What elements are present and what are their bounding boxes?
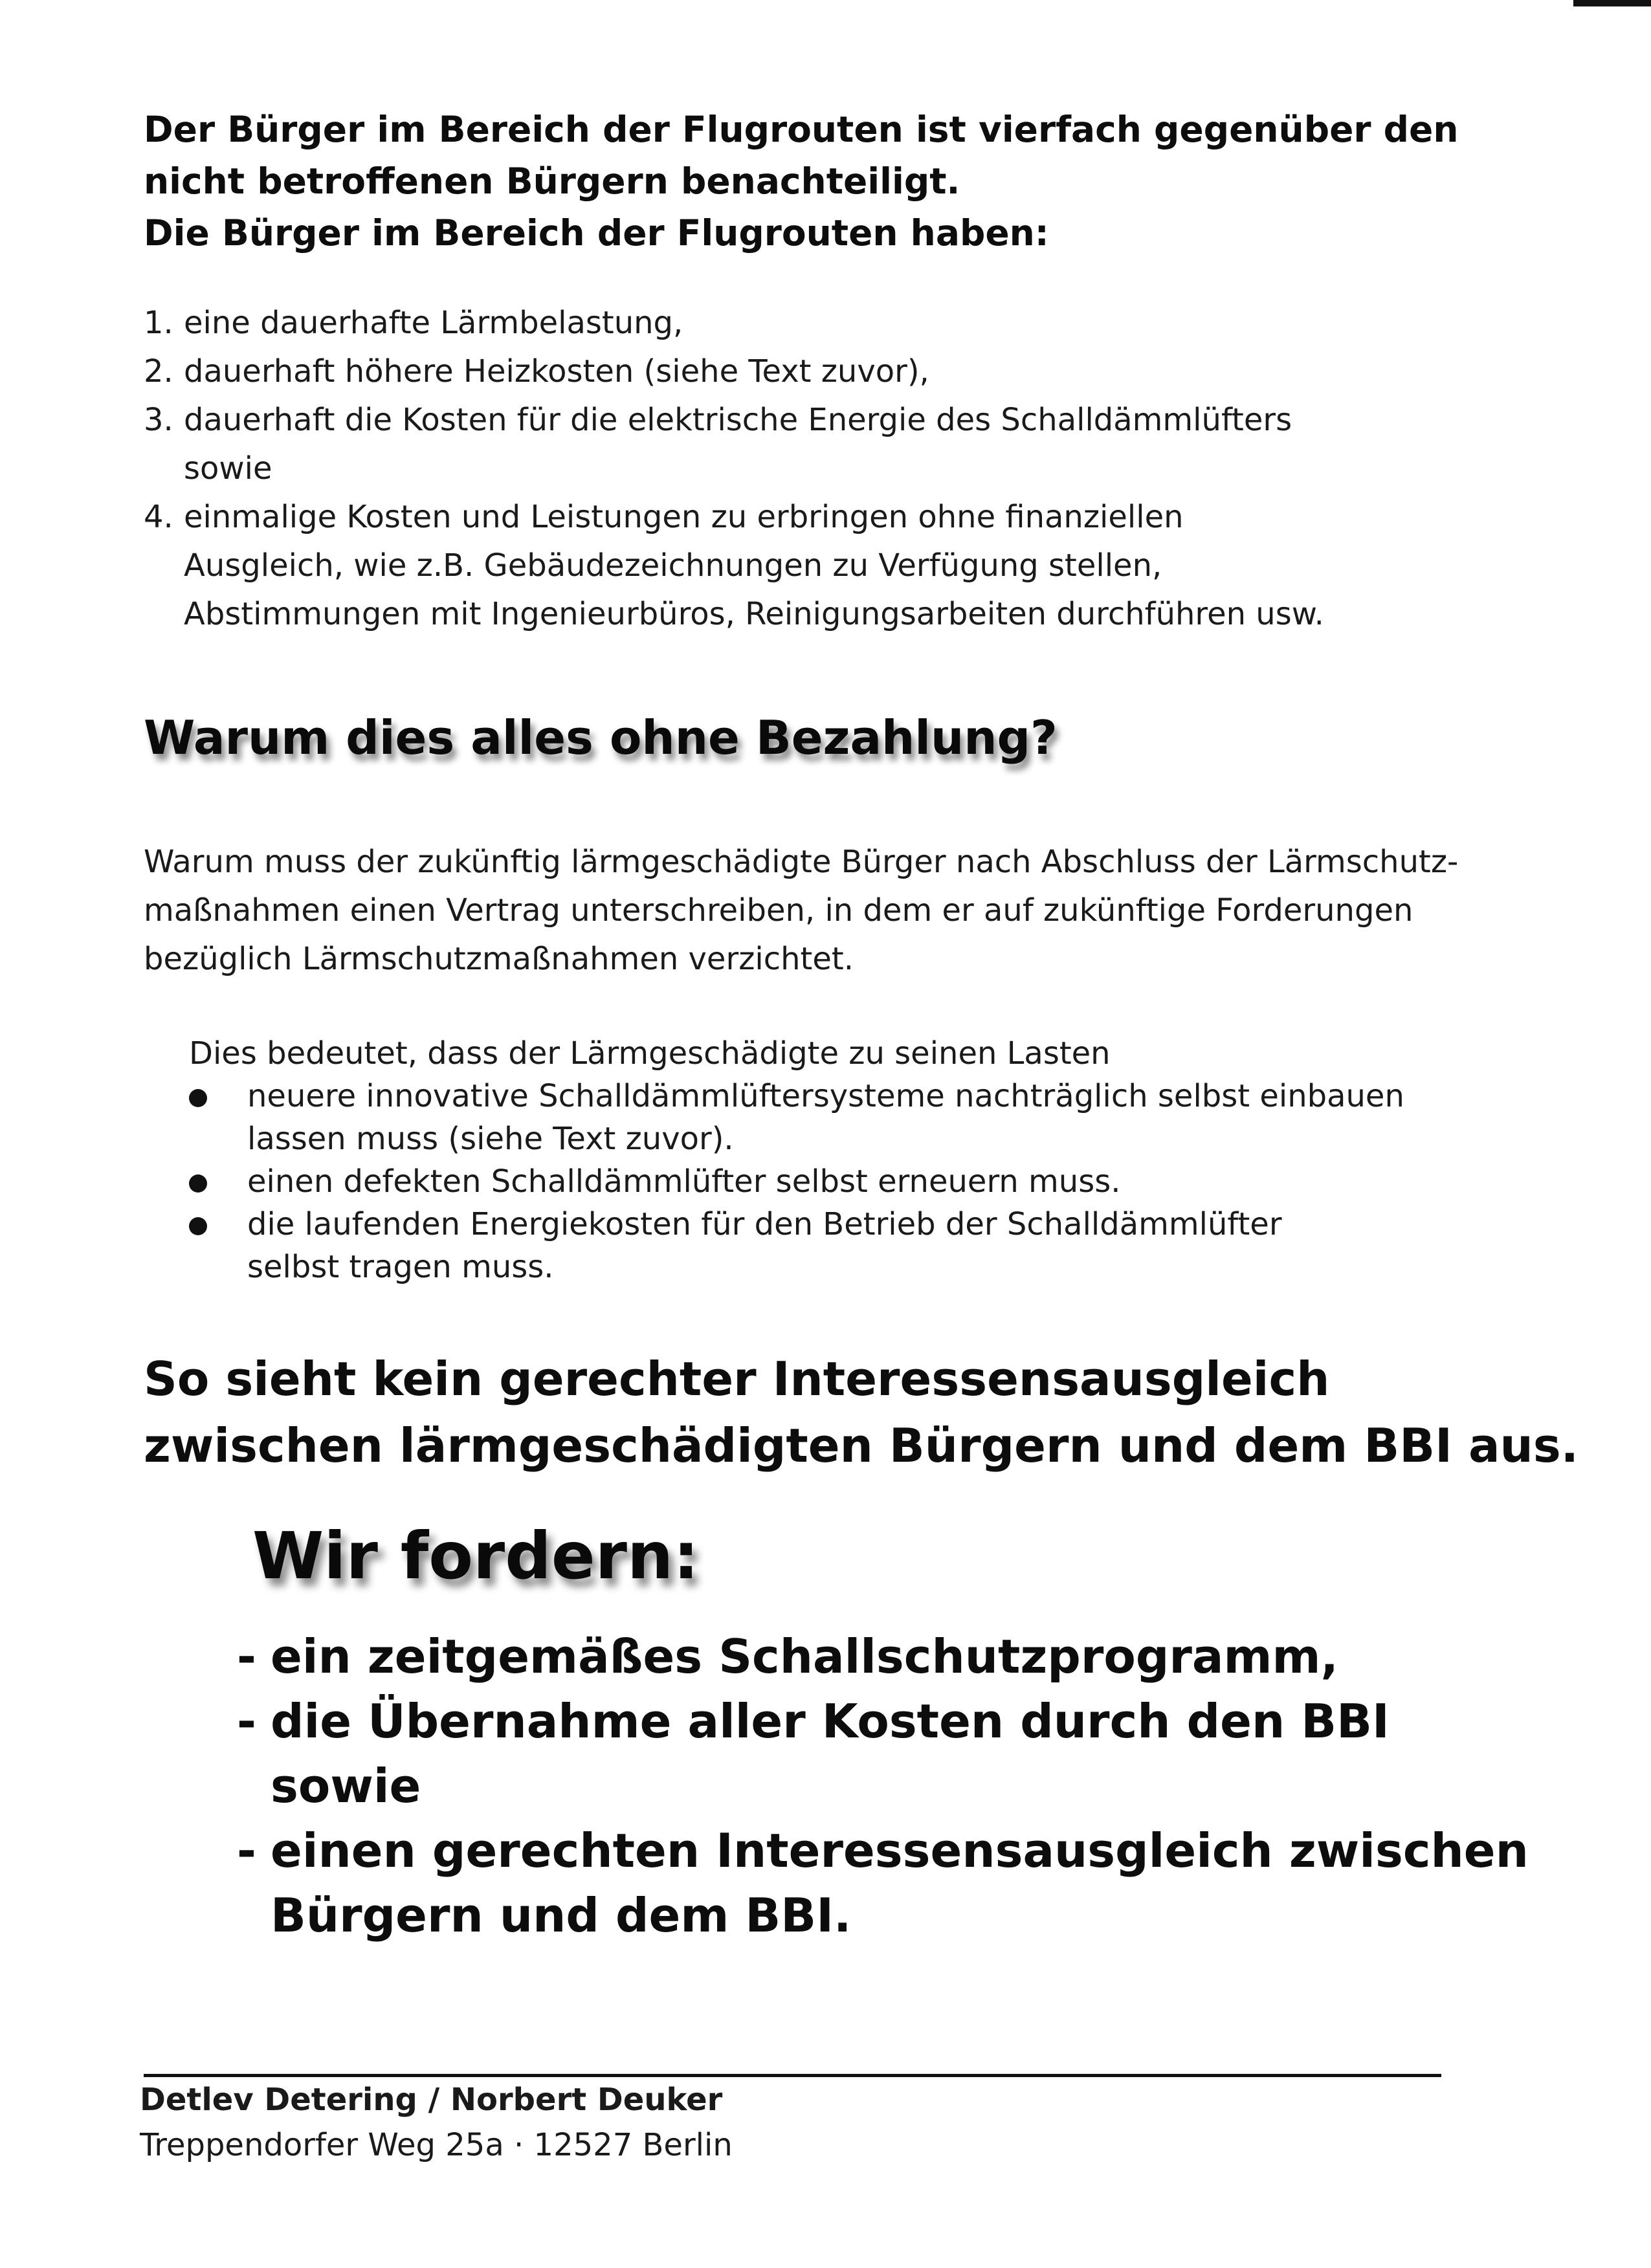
list-item <box>144 299 1535 347</box>
bullet-icon <box>189 1089 207 1107</box>
demand-item <box>237 1689 1596 1818</box>
bullet-text: lassen muss (siehe Text zuvor). <box>247 1121 734 1157</box>
footer-authors: Detlev Detering / Norbert Deuker <box>140 2082 723 2118</box>
scan-edge-mark <box>1573 0 1651 6</box>
conclusion-line: zwischen lärmgeschädigten Bürgern und dem BBI aus. <box>144 1418 1579 1473</box>
demand-dash: - <box>237 1823 256 1878</box>
footer-address: Treppendorfer Weg 25a · 12527 Berlin <box>140 2127 733 2163</box>
intro-statement <box>144 104 1535 259</box>
demand-dash: - <box>237 1629 256 1684</box>
demands-list <box>237 1624 1596 1948</box>
bullet-item <box>189 1160 1548 1203</box>
paragraph-line: maßnahmen einen Vertrag unterschreiben, in dem er auf zukünftige Forderungen <box>144 892 1413 929</box>
bullet-text: die laufenden Energiekosten für den Betrieb der Schalldämmlüfter <box>247 1206 1282 1242</box>
intro-line: nicht betroffenen Bürgern benachteiligt. <box>144 160 960 202</box>
demand-text: die Übernahme aller Kosten durch den BBI <box>271 1694 1390 1748</box>
list-item-text: Abstimmungen mit Ingenieurbüros, Reinigungsarbeiten durchführen usw. <box>184 596 1324 632</box>
paragraph-line: bezüglich Lärmschutzmaßnahmen verzichtet. <box>144 941 854 977</box>
bullet-text: selbst tragen muss. <box>247 1249 554 1285</box>
intro-line: Der Bürger im Bereich der Flugrouten ist vierfach gegenüber den <box>144 109 1459 150</box>
disadvantages-list <box>144 299 1535 639</box>
contract-paragraph <box>144 838 1535 984</box>
list-number: 2. <box>144 353 173 390</box>
demand-dash: - <box>237 1694 256 1748</box>
demand-item <box>237 1818 1596 1948</box>
consequences-list <box>189 1032 1548 1288</box>
list-number: 4. <box>144 499 173 535</box>
intro-line: Die Bürger im Bereich der Flugrouten haben: <box>144 212 1049 254</box>
list-item-text: einmalige Kosten und Leistungen zu erbringen ohne finanziellen <box>184 499 1184 535</box>
conclusion-line: So sieht kein gerechter Interessensausgleich <box>144 1352 1330 1406</box>
demand-text: Bürgern und dem BBI. <box>271 1888 852 1943</box>
list-item-text: sowie <box>184 450 272 487</box>
bullet-item <box>189 1075 1548 1160</box>
demand-item <box>237 1624 1596 1689</box>
list-item <box>144 493 1535 639</box>
conclusion-statement <box>144 1346 1579 1479</box>
paragraph-line: Warum muss der zukünftig lärmgeschädigte Bürger nach Abschluss der Lärmschutz- <box>144 844 1459 880</box>
bullet-text: neuere innovative Schalldämmlüftersysteme nachträglich selbst einbauen <box>247 1078 1404 1114</box>
list-item <box>144 347 1535 396</box>
demands-heading: Wir fordern: <box>252 1518 700 1594</box>
demand-text: ein zeitgemäßes Schallschutzprogramm, <box>271 1629 1338 1684</box>
list-number: 3. <box>144 402 173 438</box>
bullet-icon <box>189 1217 207 1235</box>
list-item-text: Ausgleich, wie z.B. Gebäudezeichnungen zu Verfügung stellen, <box>184 547 1162 584</box>
bullet-icon <box>189 1174 207 1193</box>
list-item-text: dauerhaft die Kosten für die elektrische Energie des Schalldämmlüfters <box>184 402 1292 438</box>
list-number: 1. <box>144 305 173 341</box>
list-item-text: eine dauerhafte Lärmbelastung, <box>184 305 683 341</box>
bullet-lead: Dies bedeutet, dass der Lärmgeschädigte zu seinen Lasten <box>189 1035 1111 1072</box>
bullet-text: einen defekten Schalldämmlüfter selbst erneuern muss. <box>247 1163 1121 1200</box>
demand-text: sowie <box>271 1759 421 1813</box>
list-item-text: dauerhaft höhere Heizkosten (siehe Text zuvor), <box>184 353 929 390</box>
bullet-item <box>189 1203 1548 1288</box>
list-item <box>144 396 1535 493</box>
demand-text: einen gerechten Interessensausgleich zwischen <box>271 1823 1529 1878</box>
section-heading: Warum dies alles ohne Bezahlung? <box>144 710 1058 765</box>
